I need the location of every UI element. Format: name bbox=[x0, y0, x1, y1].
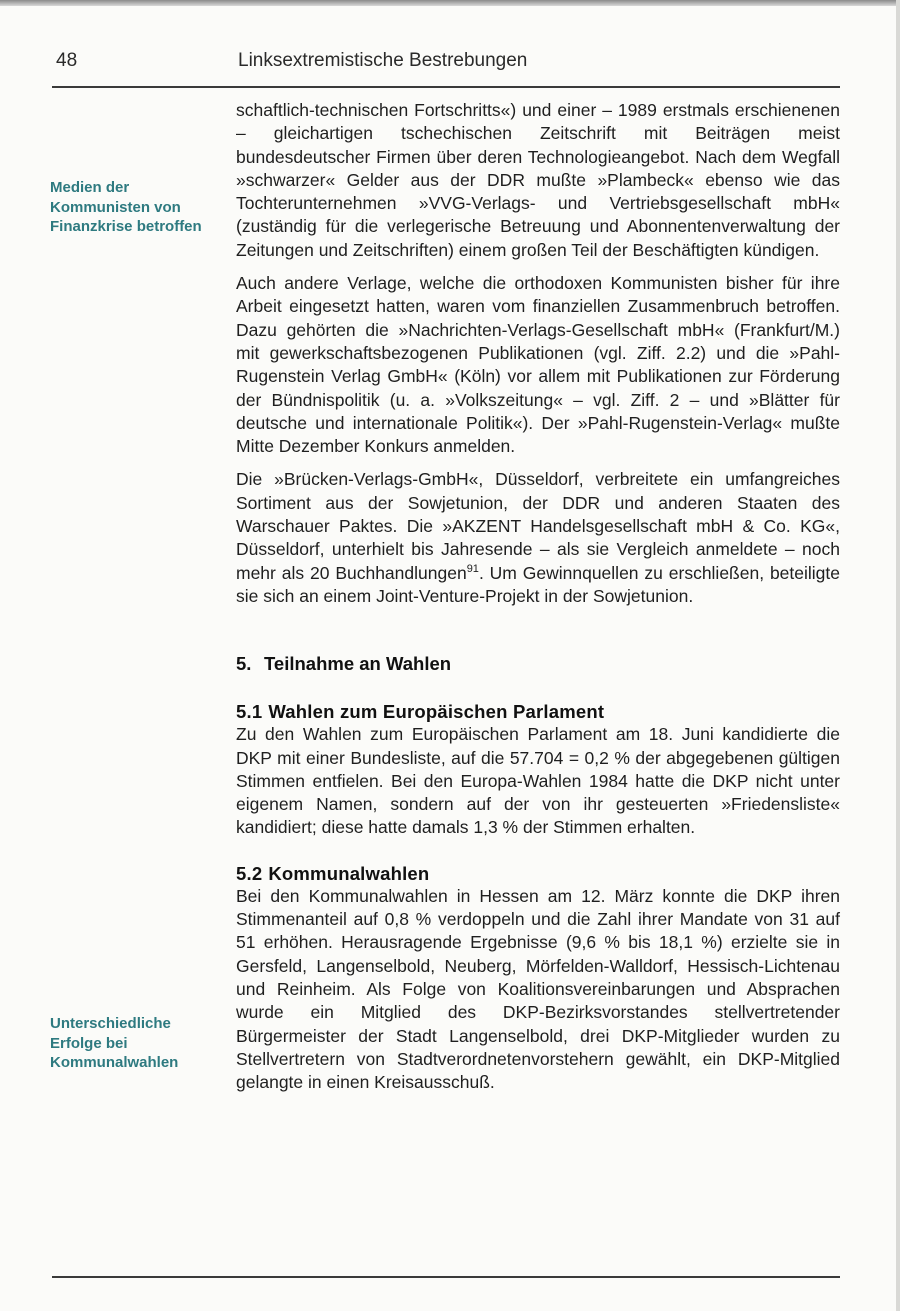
page-number: 48 bbox=[56, 50, 78, 71]
header-rule bbox=[52, 86, 840, 88]
paragraph-3-text: Die »Brücken-Verlags-GmbH«, Düsseldorf, verbreitete ein umfangreiches Sortiment aus der Sowjetunion, der DDR und anderen Staaten des Warschauer Paktes. Die »AKZENT Handelsgesellschaft mbH & Co. KG«, Düsseldorf, unterhielt bis Jahresende – als sie Vergleich anmeldete – noch mehr als 20 Buchhandlungen bbox=[236, 469, 840, 583]
paragraph-europawahl: Zu den Wahlen zum Europäischen Parlament am 18. Juni kandidierte die DKP mit einer Bundesliste, auf die 57.704 = 0,2 % der abgegebenen gültigen Stimmen entfielen. Bei den Europa-Wahlen 1984 hatte die DKP nicht unter eigenem Namen, sondern auf der von ihr gesteuerten »Friedensliste« kandidiert; diese hatte damals 1,3 % der Stimmen erhalten. bbox=[236, 724, 840, 838]
margin-note-kommunalwahlen: Unterschiedliche Erfolge bei Kommunalwahlen bbox=[50, 1015, 179, 1071]
paragraph-3 bbox=[236, 468, 840, 608]
scan-edge-right bbox=[896, 0, 900, 1311]
subsection-heading-5-1 bbox=[236, 700, 840, 723]
section-number: 5. bbox=[236, 653, 252, 675]
paragraph-kommunalwahlen: Bei den Kommunalwahlen in Hessen am 12. März konnte die DKP ihren Stimmenanteil auf 0,8 % verdoppeln und die Zahl ihrer Mandate von 31 auf 51 erhöhen. Herausragende Ergebnisse (9,6 % bis 18,1 %) erzielte sie in Gersfeld, Langenselbold, Neuberg, Mörfelden-Walldorf, Hessisch-Lichtenau und Reinheim. Als Folge von Koalitionsvereinbarungen und Absprachen wurde ein Mitglied des DKP-Bezirksvorstandes stellvertretender Bürgermeister der Stadt Langenselbold, drei DKP-Mitglieder wurden zu Stellvertretern von Stadtverordnetenvorstehern gewählt, ein DKP-Mitglied gelangte in einen Kreisausschuß. bbox=[236, 885, 840, 1093]
section-title: Teilnahme an Wahlen bbox=[264, 653, 452, 675]
scan-edge-top bbox=[0, 0, 900, 6]
footer-rule bbox=[52, 1276, 840, 1278]
paragraph-2: Auch andere Verlage, welche die orthodoxen Kommunisten bisher für ihre Arbeit eingesetzt hatten, waren vom finanziellen Zusammenbruch betroffen. Dazu gehörten die »Nachrichten-Verlags-Gesellschaft mbH« (Frankfurt/M.) mit gewerkschaftsbezogenen Publikationen (vgl. Ziff. 2.2) und die »Pahl-Rugenstein Verlag GmbH« (Köln) vor allem mit Publikationen zur Förderung der Bündnispolitik (u. a. »Volkszeitung« – vgl. Ziff. 2 – und »Blätter für deutsche und internationale Politik«). Der »Pahl-Rugenstein-Verlag« mußte Mitte Dezember Konkurs anmelden. bbox=[236, 273, 840, 457]
subsection-heading-5-2 bbox=[236, 862, 840, 885]
paragraph-1: schaftlich-technischen Fortschritts«) und einer – 1989 erstmals erschienenen – gleichartigen tschechischen Zeitschrift mit Beiträgen meist bundesdeutscher Firmen über deren Technologieangebot. Nach dem Wegfall »schwarzer« Gelder aus der DDR mußte »Plambeck« ebenso wie das Tochterunternehmen »VVG-Verlags- und Vertriebsgesellschaft mbH« (zuständig für die verlegerische Betreuung und Abonnentenverwaltung der Zeitungen und Zeitschriften) einem großen Teil der Beschäftigten kündigen. bbox=[236, 100, 840, 260]
main-text bbox=[236, 99, 840, 1094]
paragraph-3-end: . Um Gewinnquellen zu erschließen, beteiligte sie sich an einem Joint-Venture-Projekt in der Sowjetunion. bbox=[236, 562, 840, 606]
subsection-number: 5.2 bbox=[236, 862, 263, 884]
margin-note-finanzkrise: Medien der Kommunisten von Finanzkrise betroffen bbox=[50, 179, 202, 235]
footnote-marker: 91 bbox=[466, 562, 479, 575]
subsection-number: 5.1 bbox=[236, 701, 263, 723]
running-head: Linksextremistische Bestrebungen bbox=[238, 50, 528, 71]
subsection-title: Kommunalwahlen bbox=[268, 862, 430, 884]
subsection-title: Wahlen zum Europäischen Parlament bbox=[268, 701, 605, 723]
section-heading-5 bbox=[236, 652, 840, 676]
